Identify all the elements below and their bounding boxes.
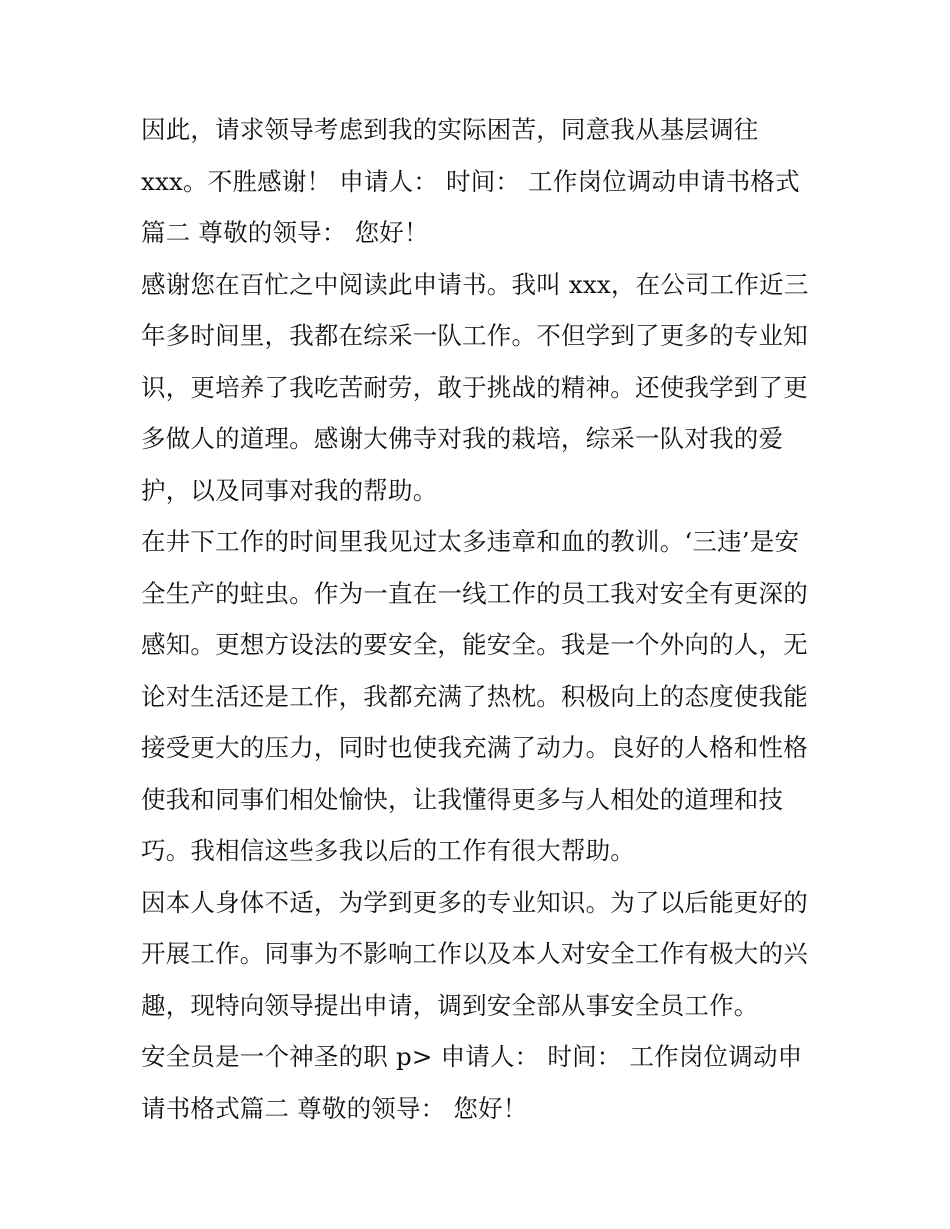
text-line-12: 论对生活还是工作，我都充满了热枕。积极向上的态度使我能 (141, 681, 808, 711)
text-line-19: 安全员是一个神圣的职 p> 申请人： 时间： 工作岗位调动申 (141, 1042, 803, 1071)
text-line-6: 识，更培养了我吃苦耐劳，敢于挑战的精神。还使我学到了更 (141, 372, 808, 402)
document-page (141, 104, 821, 1134)
text-line-5: 年多时间里，我都在综采一队工作。不但学到了更多的专业知 (141, 321, 808, 350)
text-line-10: 全生产的蛀虫。作为一直在一线工作的员工我对安全有更深的 (141, 578, 808, 608)
text-line-16: 因本人身体不适，为学到更多的专业知识。为了以后能更好的 (141, 887, 808, 917)
text-line-9: 在井下工作的时间里我见过太多违章和血的教训。‘三违’是安 (141, 527, 800, 556)
text-line-13: 接受更大的压力，同时也使我充满了动力。良好的人格和性格 (141, 733, 808, 762)
text-line-3: 篇二 尊敬的领导： 您好！ (141, 218, 429, 247)
text-line-18: 趣，现特向领导提出申请，调到安全部从事安全员工作。 (141, 990, 759, 1020)
text-line-1: 因此，请求领导考虑到我的实际困苦，同意我从基层调往 (141, 115, 759, 144)
text-line-4: 感谢您在百忙之中阅读此申请书。我叫 xxx，在公司工作近三 (141, 269, 809, 299)
text-line-8: 护，以及同事对我的帮助。 (141, 475, 438, 505)
text-line-15: 巧。我相信这些多我以后的工作有很大帮助。 (141, 836, 635, 865)
text-line-11: 感知。更想方设法的要安全，能安全。我是一个外向的人，无 (141, 630, 808, 659)
text-line-14: 使我和同事们相处愉快，让我懂得更多与人相处的道理和技 (141, 784, 784, 814)
text-line-20: 请书格式篇二 尊敬的领导： 您好！ (141, 1093, 528, 1123)
text-line-17: 开展工作。同事为不影响工作以及本人对安全工作有极大的兴 (141, 939, 808, 968)
text-line-7: 多做人的道理。感谢大佛寺对我的栽培，综采一队对我的爱 (141, 424, 784, 453)
text-line-2: xxx。不胜感谢！ 申请人： 时间： 工作岗位调动申请书格式 (141, 166, 800, 196)
